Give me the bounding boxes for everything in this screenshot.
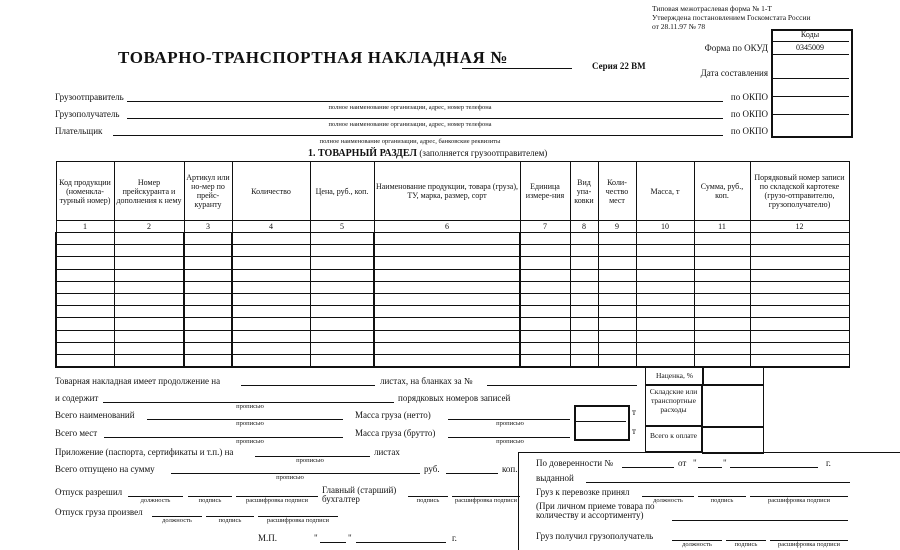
table-cell[interactable] <box>598 281 636 293</box>
table-cell[interactable] <box>694 257 750 269</box>
total-items-label: Всего наименований <box>55 410 135 420</box>
table-cell[interactable] <box>750 318 849 330</box>
section-title-text: 1. ТОВАРНЫЙ РАЗДЕЛ <box>308 148 417 159</box>
col-num-12: 12 <box>750 221 849 233</box>
table-cell[interactable] <box>694 281 750 293</box>
table-cell[interactable] <box>636 318 694 330</box>
table-cell[interactable] <box>374 245 520 257</box>
shipper-caption: полное наименование организации, адрес, номер телефона <box>328 104 492 111</box>
table-cell[interactable] <box>694 245 750 257</box>
table-cell[interactable] <box>570 306 598 318</box>
table-cell[interactable] <box>310 342 374 354</box>
table-cell[interactable] <box>570 245 598 257</box>
accepted-signature-caption: подпись <box>710 497 734 504</box>
table-cell[interactable] <box>570 318 598 330</box>
table-cell[interactable] <box>374 269 520 281</box>
table-cell[interactable] <box>56 233 114 245</box>
okud-label: Форма по ОКУД <box>704 43 768 53</box>
table-row <box>56 233 849 245</box>
table-cell[interactable] <box>56 281 114 293</box>
table-cell[interactable] <box>520 269 570 281</box>
table-row <box>56 257 849 269</box>
table-cell[interactable] <box>520 257 570 269</box>
table-cell[interactable] <box>694 330 750 342</box>
table-cell[interactable] <box>114 293 184 305</box>
col-num-3: 3 <box>184 221 232 233</box>
col-num-4: 4 <box>232 221 310 233</box>
table-cell[interactable] <box>374 330 520 342</box>
table-cell[interactable] <box>374 354 520 367</box>
received-position-caption: должность <box>682 541 712 548</box>
table-cell[interactable] <box>694 269 750 281</box>
table-cell[interactable] <box>636 269 694 281</box>
table-cell[interactable] <box>374 281 520 293</box>
table-cell[interactable] <box>310 257 374 269</box>
release-decode-caption: расшифровка подписи <box>245 497 309 504</box>
table-cell[interactable] <box>56 269 114 281</box>
personal-acceptance-field[interactable] <box>672 520 848 521</box>
consignee-caption: полное наименование организации, адрес, номер телефона <box>328 121 492 128</box>
contains-label: и содержит <box>55 393 99 403</box>
table-cell[interactable] <box>114 318 184 330</box>
accepted-decode-caption: расшифровка подписи <box>767 497 831 504</box>
table-cell[interactable] <box>310 330 374 342</box>
table-cell[interactable] <box>374 342 520 354</box>
col-num-8: 8 <box>570 221 598 233</box>
col-header-11: Сумма, руб., коп. <box>694 162 750 221</box>
attachment-caption: прописью <box>296 457 324 464</box>
col-header-2: Номер прейскуранта и дополнения к нему <box>114 162 184 221</box>
table-cell[interactable] <box>598 330 636 342</box>
table-cell[interactable] <box>184 306 232 318</box>
shipper-label: Грузоотправитель <box>55 92 124 102</box>
table-cell[interactable] <box>114 342 184 354</box>
col-header-3: Артикул или но-мер по прейс-куранту <box>184 162 232 221</box>
form-note-line-1: Типовая межотраслевая форма № 1-Т <box>652 4 772 13</box>
table-cell[interactable] <box>184 354 232 367</box>
table-cell[interactable] <box>56 306 114 318</box>
series-label: Серия 22 ВМ <box>592 61 646 71</box>
shipped-sum-caption: прописью <box>276 474 304 481</box>
table-cell[interactable] <box>520 245 570 257</box>
table-header-row <box>56 162 849 221</box>
col-header-5: Цена, руб., коп. <box>310 162 374 221</box>
table-cell[interactable] <box>636 330 694 342</box>
cargo-accepted-label: Груз к перевозке принял <box>536 487 630 497</box>
table-cell[interactable] <box>184 281 232 293</box>
table-cell[interactable] <box>232 318 310 330</box>
date-quote-open: " <box>314 533 318 543</box>
table-cell[interactable] <box>598 269 636 281</box>
total-pay-value[interactable] <box>702 426 764 454</box>
col-header-6: Наименование продукции, товара (груза), ТУ, марка, размер, сорт <box>374 162 520 221</box>
column-number-row <box>56 221 849 233</box>
records-in-words-caption: прописью <box>236 403 264 410</box>
sheets-label: листах <box>374 447 400 457</box>
table-cell[interactable] <box>570 269 598 281</box>
table-cell[interactable] <box>694 293 750 305</box>
costs-value[interactable] <box>702 384 764 428</box>
table-cell[interactable] <box>750 293 849 305</box>
mass-net-label: Масса груза (нетто) <box>355 410 431 420</box>
kop-field[interactable] <box>446 473 498 474</box>
col-header-1: Код продукции (номенкла-турный номер) <box>56 162 114 221</box>
date-quote-close: " <box>348 533 352 543</box>
table-cell[interactable] <box>694 342 750 354</box>
document-title: ТОВАРНО-ТРАНСПОРТНАЯ НАКЛАДНАЯ № <box>118 48 508 67</box>
release-month-field[interactable] <box>356 542 446 543</box>
table-cell[interactable] <box>232 281 310 293</box>
release-done-decode-caption: расшифровка подписи <box>266 517 330 524</box>
continuation-sheets-field[interactable] <box>241 385 375 386</box>
table-cell[interactable] <box>598 342 636 354</box>
table-cell[interactable] <box>310 245 374 257</box>
received-decode-caption: расшифровка подписи <box>777 541 841 548</box>
table-cell[interactable] <box>114 306 184 318</box>
total-items-caption: прописью <box>236 420 264 427</box>
table-cell[interactable] <box>520 293 570 305</box>
continuation-label: Товарная накладная имеет продолжение на <box>55 376 221 386</box>
shipped-sum-label: Всего отпущено на сумму <box>55 464 155 474</box>
date-label: Дата составления <box>700 68 768 78</box>
poa-quote-close: " <box>723 458 727 468</box>
table-cell[interactable] <box>570 257 598 269</box>
table-cell[interactable] <box>232 269 310 281</box>
table-cell[interactable] <box>56 245 114 257</box>
poa-year-label: г. <box>826 458 831 468</box>
table-cell[interactable] <box>636 245 694 257</box>
code-okpo-payer[interactable] <box>771 114 849 134</box>
table-cell[interactable] <box>598 293 636 305</box>
table-cell[interactable] <box>636 281 694 293</box>
release-done-signature-caption: подпись <box>218 517 242 524</box>
table-cell[interactable] <box>520 354 570 367</box>
table-cell[interactable] <box>598 306 636 318</box>
attachment-label: Приложение (паспорта, сертификаты и т.п.) на <box>55 447 234 457</box>
payer-field[interactable] <box>113 135 723 136</box>
col-header-4: Количество <box>232 162 310 221</box>
mass-net-caption: прописью <box>496 420 524 427</box>
table-cell[interactable] <box>232 293 310 305</box>
col-header-10: Масса, т <box>636 162 694 221</box>
table-cell[interactable] <box>694 306 750 318</box>
table-cell[interactable] <box>184 257 232 269</box>
table-cell[interactable] <box>310 293 374 305</box>
table-cell[interactable] <box>636 233 694 245</box>
table-cell[interactable] <box>520 306 570 318</box>
accountant-decode-caption: расшифровка подписи <box>454 497 518 504</box>
table-cell[interactable] <box>374 233 520 245</box>
release-day-field[interactable] <box>320 542 346 543</box>
from-label: от <box>678 458 687 468</box>
accepted-position-caption: должность <box>653 497 683 504</box>
power-of-attorney-label: По доверенности № <box>536 458 613 468</box>
okpo-label-payer: по ОКПО <box>730 126 768 136</box>
table-cell[interactable] <box>570 281 598 293</box>
power-of-attorney-number-field[interactable] <box>622 467 674 468</box>
table-cell[interactable] <box>750 354 849 367</box>
col-num-6: 6 <box>374 221 520 233</box>
mass-box[interactable] <box>574 405 630 441</box>
table-cell[interactable] <box>310 281 374 293</box>
form-note <box>652 4 892 31</box>
code-date-cell[interactable] <box>771 54 849 79</box>
table-cell[interactable] <box>56 293 114 305</box>
okpo-label-consignee: по ОКПО <box>730 109 768 119</box>
col-num-11: 11 <box>694 221 750 233</box>
table-cell[interactable] <box>694 318 750 330</box>
table-cell[interactable] <box>232 245 310 257</box>
form-note-line-3: от 28.11.97 № 78 <box>652 22 706 31</box>
table-cell[interactable] <box>598 318 636 330</box>
receipt-divider <box>518 452 900 453</box>
col-header-9: Коли-чество мест <box>598 162 636 221</box>
table-cell[interactable] <box>310 318 374 330</box>
table-cell[interactable] <box>598 354 636 367</box>
table-cell[interactable] <box>750 245 849 257</box>
forms-number-field[interactable] <box>487 385 637 386</box>
table-cell[interactable] <box>56 354 114 367</box>
goods-table <box>55 161 850 368</box>
mass-gross-unit: т <box>632 426 636 436</box>
table-cell[interactable] <box>310 306 374 318</box>
record-numbers-label: порядковых номеров записей <box>398 393 511 403</box>
codes-header: Коды <box>771 29 849 42</box>
table-cell[interactable] <box>232 342 310 354</box>
table-cell[interactable] <box>114 233 184 245</box>
col-header-12: Порядковый номер записи по складской картотеке (грузо-отправителю, грузополучателю) <box>750 162 849 221</box>
table-cell[interactable] <box>750 306 849 318</box>
table-cell[interactable] <box>520 318 570 330</box>
code-okpo-consignee[interactable] <box>771 96 849 115</box>
release-allowed-label: Отпуск разрешил <box>55 487 123 497</box>
table-cell[interactable] <box>374 257 520 269</box>
col-num-5: 5 <box>310 221 374 233</box>
table-cell[interactable] <box>114 257 184 269</box>
table-cell[interactable] <box>310 354 374 367</box>
table-cell[interactable] <box>232 257 310 269</box>
table-cell[interactable] <box>520 281 570 293</box>
code-okpo-shipper[interactable] <box>771 78 849 97</box>
table-cell[interactable] <box>184 318 232 330</box>
table-cell[interactable] <box>114 245 184 257</box>
release-done-label: Отпуск груза произвел <box>55 507 143 517</box>
sheets-on-forms-label: листах, на бланках за № <box>380 376 473 386</box>
table-cell[interactable] <box>374 293 520 305</box>
cargo-received-label: Груз получил грузополучатель <box>536 531 654 541</box>
issued-label: выданной <box>536 473 574 483</box>
section-subtitle: (заполняется грузоотправителем) <box>419 148 548 158</box>
section-title <box>308 148 547 159</box>
payer-label: Плательщик <box>55 126 103 136</box>
col-num-9: 9 <box>598 221 636 233</box>
table-cell[interactable] <box>570 233 598 245</box>
costs-label: Складские или транспортные расходы <box>645 384 702 426</box>
col-num-1: 1 <box>56 221 114 233</box>
table-cell[interactable] <box>232 354 310 367</box>
table-cell[interactable] <box>570 354 598 367</box>
kop-label: коп. <box>502 464 518 474</box>
table-cell[interactable] <box>114 330 184 342</box>
table-row <box>56 245 849 257</box>
poa-quote-open: " <box>693 458 697 468</box>
table-row <box>56 306 849 318</box>
okud-code: 0345009 <box>771 41 849 55</box>
okpo-label-shipper: по ОКПО <box>730 92 768 102</box>
payer-caption: полное наименование организации, адрес, банковские реквизиты <box>319 138 501 145</box>
table-cell[interactable] <box>750 269 849 281</box>
poa-month-field[interactable] <box>730 467 818 468</box>
table-cell[interactable] <box>374 318 520 330</box>
table-cell[interactable] <box>374 306 520 318</box>
poa-day-field[interactable] <box>698 467 722 468</box>
table-cell[interactable] <box>750 257 849 269</box>
table-row <box>56 342 849 354</box>
col-header-7: Единица измере-ния <box>520 162 570 221</box>
table-cell[interactable] <box>750 330 849 342</box>
table-cell[interactable] <box>636 257 694 269</box>
col-header-8: Вид упа-ковки <box>570 162 598 221</box>
table-cell[interactable] <box>114 354 184 367</box>
rub-label: руб. <box>424 464 440 474</box>
total-places-label: Всего мест <box>55 428 98 438</box>
table-cell[interactable] <box>570 342 598 354</box>
release-signature-caption: подпись <box>198 497 222 504</box>
col-num-2: 2 <box>114 221 184 233</box>
table-cell[interactable] <box>636 342 694 354</box>
mass-net-unit: т <box>632 407 636 417</box>
mass-gross-label: Масса груза (брутто) <box>355 428 436 438</box>
consignee-field[interactable] <box>127 118 723 119</box>
col-num-10: 10 <box>636 221 694 233</box>
issued-field[interactable] <box>586 482 850 483</box>
mass-box-divider <box>576 421 626 422</box>
form-note-line-2: Утверждена постановлением Госкомстата России <box>652 13 811 22</box>
table-cell[interactable] <box>310 233 374 245</box>
release-done-position-caption: должность <box>162 517 192 524</box>
personal-acceptance-note: (При личном приеме товара по количеству и ассортименту) <box>536 501 655 520</box>
table-cell[interactable] <box>56 330 114 342</box>
table-cell[interactable] <box>310 269 374 281</box>
table-cell[interactable] <box>520 342 570 354</box>
table-cell[interactable] <box>56 342 114 354</box>
table-cell[interactable] <box>184 342 232 354</box>
table-cell[interactable] <box>184 293 232 305</box>
total-places-caption: прописью <box>236 438 264 445</box>
table-row <box>56 330 849 342</box>
table-cell[interactable] <box>184 330 232 342</box>
release-position-caption: должность <box>140 497 171 504</box>
markup-value[interactable] <box>702 366 764 386</box>
table-cell[interactable] <box>520 233 570 245</box>
release-year-label: г. <box>452 533 457 543</box>
table-cell[interactable] <box>598 233 636 245</box>
consignee-label: Грузополучатель <box>55 109 120 119</box>
table-row <box>56 281 849 293</box>
table-cell[interactable] <box>232 330 310 342</box>
table-cell[interactable] <box>694 233 750 245</box>
markup-label: Наценка, % <box>645 366 704 386</box>
table-cell[interactable] <box>114 269 184 281</box>
table-row <box>56 269 849 281</box>
col-num-7: 7 <box>520 221 570 233</box>
table-cell[interactable] <box>570 293 598 305</box>
table-cell[interactable] <box>598 245 636 257</box>
mp-label: М.П. <box>258 533 278 543</box>
table-cell[interactable] <box>750 233 849 245</box>
chief-accountant-label: Главный (старший) бухгалтер <box>322 485 397 504</box>
table-cell[interactable] <box>232 233 310 245</box>
table-cell[interactable] <box>56 257 114 269</box>
table-cell[interactable] <box>56 318 114 330</box>
table-cell[interactable] <box>184 245 232 257</box>
accountant-signature-caption: подпись <box>416 497 440 504</box>
table-cell[interactable] <box>570 330 598 342</box>
receipt-vertical-divider <box>518 452 519 550</box>
table-cell[interactable] <box>636 293 694 305</box>
table-cell[interactable] <box>232 306 310 318</box>
table-cell[interactable] <box>520 330 570 342</box>
table-cell[interactable] <box>750 281 849 293</box>
table-cell[interactable] <box>598 257 636 269</box>
table-cell[interactable] <box>184 233 232 245</box>
table-cell[interactable] <box>184 269 232 281</box>
mass-gross-caption: прописью <box>496 438 524 445</box>
table-row <box>56 318 849 330</box>
total-pay-label: Всего к оплате <box>645 426 702 452</box>
shipper-field[interactable] <box>127 101 723 102</box>
table-cell[interactable] <box>750 342 849 354</box>
table-row <box>56 293 849 305</box>
document-number-field[interactable] <box>462 68 572 69</box>
table-cell[interactable] <box>114 281 184 293</box>
table-cell[interactable] <box>636 306 694 318</box>
received-signature-caption: подпись <box>734 541 758 548</box>
